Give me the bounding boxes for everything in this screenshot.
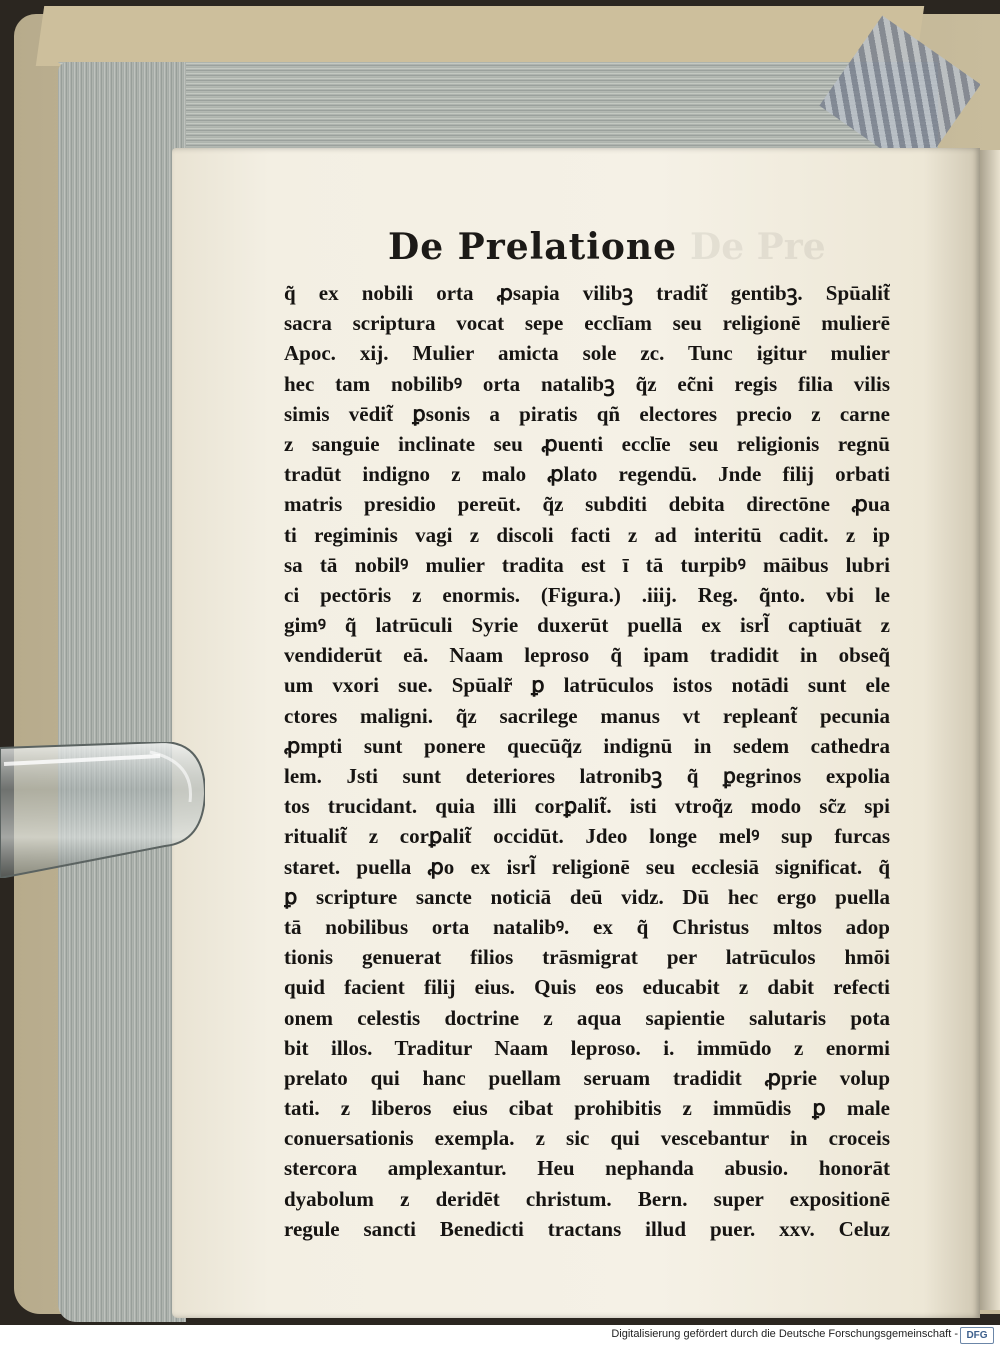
page-edges-top xyxy=(58,62,938,162)
text-line: sa tā nobilꝰ mulier tradita est ī tā turpibꝰ māibus lubri xyxy=(284,552,890,577)
text-block xyxy=(284,278,890,1244)
text-line: lem. Jsti sunt deteriores latronibꝫ q̃ ꝑegrinos expolia xyxy=(284,764,890,788)
text-line: gimꝰ q̃ latrūculi Syrie duxerūt puellā ex isrl̃ captiuāt z xyxy=(284,613,890,638)
text-line: onem celestis doctrine z aqua sapientie salutaris pota xyxy=(284,1005,890,1030)
text-line: Apoc. xij. Mulier amicta sole zc. Tunc igitur mulier xyxy=(284,341,890,366)
show-through-heading: De Pre xyxy=(690,226,826,268)
text-line: dyabolum z deridēt christum. Bern. super expositionē xyxy=(284,1186,890,1211)
text-line: ci pectōris z enormis. (Figura.) .iiij. Reg. q̃nto. vbi le xyxy=(284,582,890,607)
glass-rod xyxy=(0,742,205,878)
text-line: ctores maligni. q̃z sacrilege manus vt repleant̃ pecunia xyxy=(284,703,890,728)
text-line: q̃ ex nobili orta ꝓsapia vilibꝫ tradit̃ gentibꝫ. Spūalit̃ xyxy=(284,281,890,305)
text-line: simis vēdit̃ ꝑsonis a piratis qñ electores precio z carne xyxy=(284,401,890,426)
text-line: bit illos. Traditur Naam leproso. i. immūdo z enormi xyxy=(284,1035,890,1060)
text-line: um vxori sue. Spūalr̃ ꝑ latrūculos istos notādi sunt ele xyxy=(284,673,890,698)
page-heading: De Prelatione xyxy=(388,226,677,268)
text-line: tati. z liberos eius cibat prohibitis z immūdis ꝑ male xyxy=(284,1096,890,1121)
text-line: tionis genuerat filios trāsmigrat per latrūculos hmōi xyxy=(284,945,890,970)
dfg-logo: DFG xyxy=(960,1327,994,1344)
cover-top-edge xyxy=(36,6,924,66)
footer-bar xyxy=(0,1325,1000,1345)
text-line: hec tam nobilibꝰ orta natalibꝫ q̃z ec̃ni regis filia vilis xyxy=(284,371,890,396)
text-line: tā nobilibus orta natalibꝰ. ex q̃ Christus mltos adop xyxy=(284,914,890,939)
footer-credit: Digitalisierung gefördert durch die Deutsche Forschungsgemeinschaft - xyxy=(611,1328,958,1340)
text-line: ti regiminis vagi z discoli facti z ad interitū cadit. z ip xyxy=(284,522,890,547)
text-line: prelato qui hanc puellam seruam tradidit ꝓprie volup xyxy=(284,1065,890,1090)
text-line: tos trucidant. quia illi corꝑalit̃. isti vtroq̃z modo sc̃z spi xyxy=(284,794,890,819)
page-edges-left xyxy=(58,62,186,1322)
text-line: ꝑ scripture sancte noticiā deū vidz. Dū hec ergo puella xyxy=(284,884,890,909)
text-line: sacra scriptura vocat sepe ecclīam seu religionē mulierē xyxy=(284,311,890,336)
text-line: stercora amplexantur. Heu nephanda abusio. honorāt xyxy=(284,1156,890,1181)
text-line: matris presidio pereūt. q̃z subditi debita directōne ꝓua xyxy=(284,492,890,517)
text-line: z sanguie inclinate seu ꝓuenti ecclīe seu religionis regnū xyxy=(284,431,890,456)
text-line: quid facient filij eius. Quis eos educabit z dabit refecti xyxy=(284,975,890,1000)
text-line: conuersationis exempla. z sic qui vescebantur in croceis xyxy=(284,1126,890,1151)
text-line: regule sancti Benedicti tractans illud puer. xxv. Celuz xyxy=(284,1216,890,1241)
text-line: tradūt indigno z malo ꝓlato regendū. Jnde filij orbati xyxy=(284,462,890,487)
text-line: ꝓmpti sunt ponere quecūq̃z indignū in sedem cathedra xyxy=(284,733,890,758)
text-line: ritualit̃ z corꝑalit̃ occidūt. Jdeo longe melꝰ sup furcas xyxy=(284,824,890,849)
text-line: vendiderūt eā. Naam leproso q̃ ipam tradidit in obseq̃ xyxy=(284,643,890,668)
text-line: staret. puella ꝓo ex isrl̃ religionē seu ecclesiā significat. q̃ xyxy=(284,854,890,879)
